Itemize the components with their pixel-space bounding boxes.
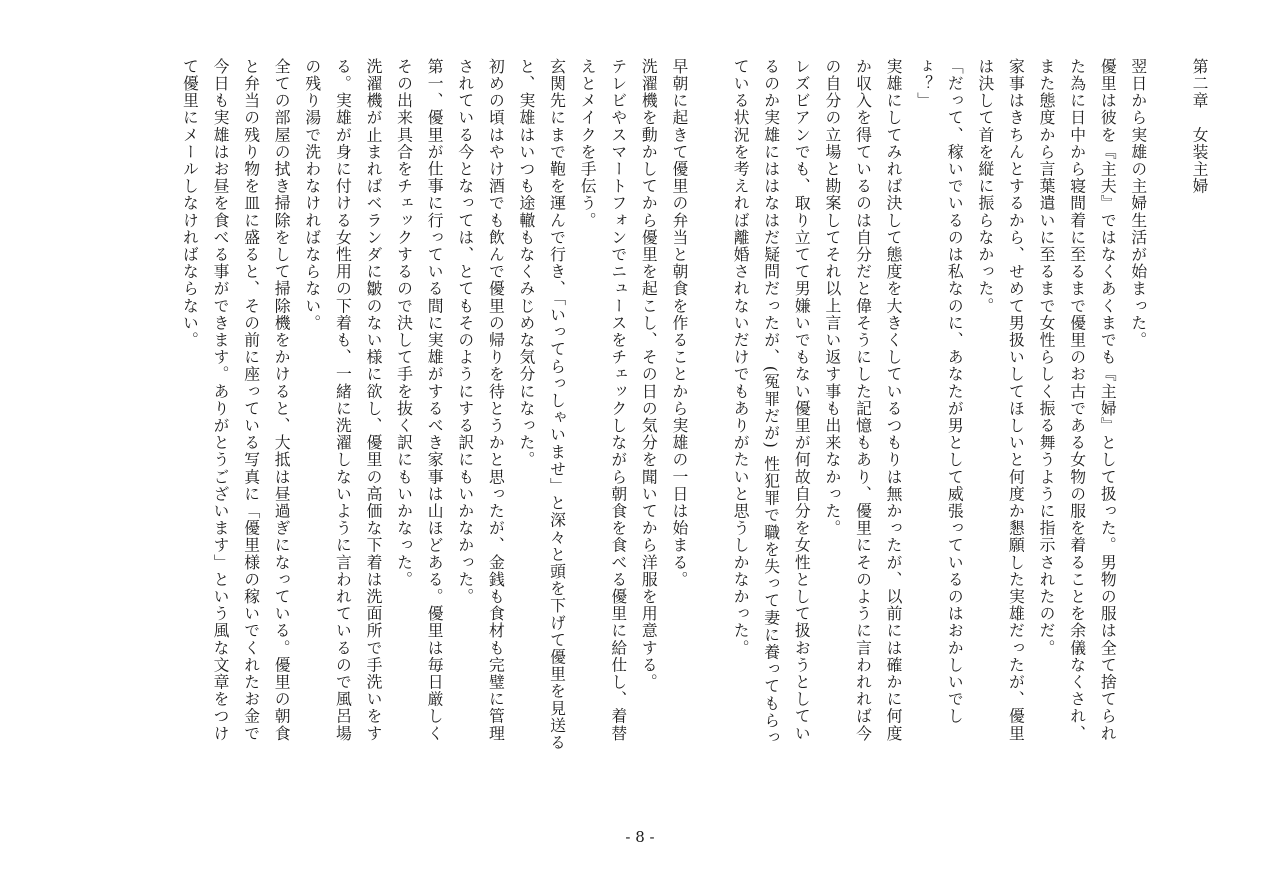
text-line: 優里は彼を『主夫』ではなくあくまでも『主婦』として扱った。男物の服は全て捨てられ — [1098, 58, 1118, 742]
text-line: と、実雄はいつも途轍もなくみじめな気分になった。 — [516, 58, 536, 469]
vertical-text-body — [174, 58, 1214, 828]
text-line: 洗濯機を動かしてから優里を起こし、その日の気分を聞いてから洋服を用意する。 — [639, 58, 659, 691]
text-line: の自分の立場と勘案してそれ以上言い返す事も出来なかった。 — [822, 58, 842, 537]
text-line: 全ての部屋の拭き掃除をして掃除機をかけると、大抵は昼過ぎになっている。優里の朝食 — [272, 58, 292, 742]
text-line: 今日も実雄はお昼を食べる事ができます。ありがとうございます」という風な文章をつけ — [211, 58, 230, 742]
text-line: の残り湯で洗わなければならない。 — [302, 58, 322, 332]
text-line: されている今となっては、とてもそのようにする訳にもいかなかった。 — [455, 58, 475, 606]
text-line: 早朝に起きて優里の弁当と朝食を作ることから実雄の一日は始まる。 — [669, 58, 689, 589]
text-line: レズビアンでも、取り立てて男嫌いでもない優里が何故自分を女性として扱おうとしてい — [792, 58, 812, 742]
page-number: - 8 - — [625, 828, 655, 846]
text-line: 翌日から実雄の主婦生活が始まった。 — [1128, 58, 1148, 349]
text-line: テレビやスマートフォンでニュースをチェックしながら朝食を食べる優里に給仕し、着替 — [608, 58, 628, 742]
text-line: えとメイクを手伝う。 — [578, 58, 598, 229]
text-line: 家事はきちんとするから、せめて男扱いしてほしいと何度か懇願した実雄だったが、優里 — [1006, 58, 1026, 742]
text-line: 実雄にしてみれば決して態度を大きくしているつもりは無かったが、以前には確かに何度 — [884, 58, 904, 742]
text-line: た為に日中から寝間着に至るまで優里のお古である女物の服を着ることを余儀なくされ、 — [1067, 58, 1087, 742]
text-line: 洗濯機が止まればベランダに皺のない様に欲し、優里の高価な下着は洗面所で手洗いをす — [363, 58, 383, 742]
text-line: と弁当の残り物を皿に盛ると、その前に座っている写真に「優里様の稼いでくれたお金で — [241, 58, 261, 742]
text-line: 第一、優里が仕事に行っている間に実雄がするべき家事は山ほどある。優里は毎日厳しく — [425, 58, 445, 742]
text-line: 玄関先にまで鞄を運んで行き、「いってらっしゃいませ」と深々と頭を下げて優里を見送る — [547, 58, 567, 752]
text-line: る。実雄が身に付ける女性用の下着も、一緒に洗濯しないように言われているので風呂場 — [333, 58, 353, 742]
text-line: その出来具合をチェックするので決して手を抜く訳にもいかなった。 — [394, 58, 414, 589]
text-line: か収入を得ているのは自分だと偉そうにした記憶もあり、優里にそのように言われれば今 — [853, 58, 873, 742]
text-line: ょ？」 — [914, 58, 934, 110]
text-line: 初めの頃はやけ酒でも飲んで優里の帰りを待とうかと思ったが、金銭も食材も完璧に管理 — [486, 58, 506, 742]
text-line: は決して首を縦に振らなかった。 — [975, 58, 995, 315]
text-line: るのか実雄にははなはだ疑問だったが、(冤罪だが) 性犯罪で職を失って妻に養ってもらっ — [761, 58, 781, 747]
blank-line — [694, 58, 725, 828]
text-line: ている状況を考えれば離婚されないだけでもありがたいと思うしかなかった。 — [731, 58, 751, 657]
chapter-title: 第二章 女装主婦 — [1190, 58, 1209, 195]
text-line: また態度から言葉遣いに至るまで女性らしく振る舞うように指示されたのだ。 — [1037, 58, 1057, 657]
blank-line — [1153, 58, 1184, 828]
text-line: 「だって、稼いでいるのは私なのに、あなたが男として威張っているのはおかしいでし — [945, 58, 965, 725]
text-line: て優里にメールしなければならない。 — [180, 58, 200, 349]
